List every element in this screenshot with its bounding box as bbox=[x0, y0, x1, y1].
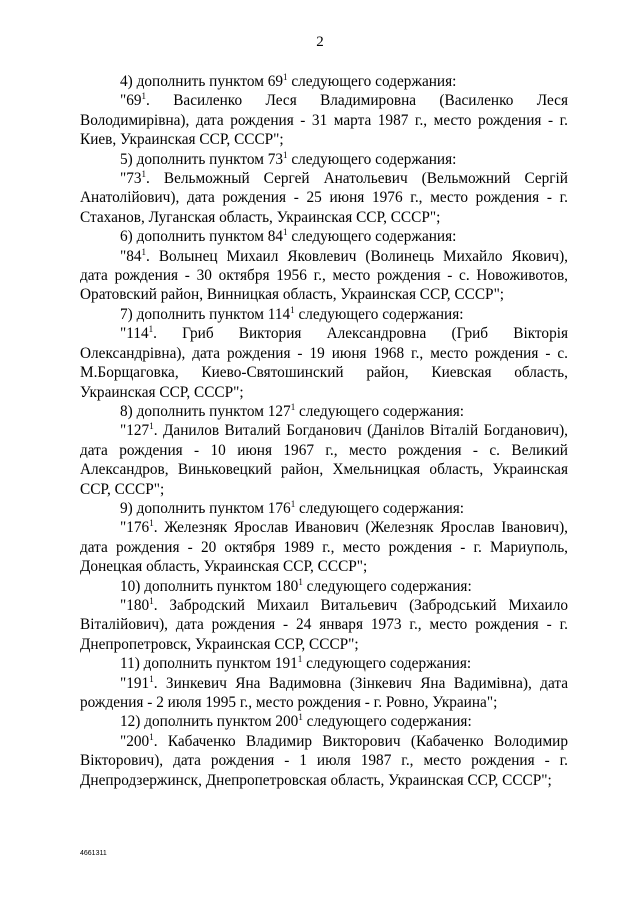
amendment-list bbox=[80, 72, 568, 790]
amendment-entry: "$200^1$. Кабаченко Владимир Викторович (Кабаченко Володимир Вікторович), дата рождения - 1 июля 1987 г., место рождения - г. Днепродзержинск, Днепропетровская область, Украинская ССР, СССР"; bbox=[80, 731, 568, 789]
amendment-entry: "$180^1$. Забродский Михаил Витальевич (Забродський Михаило Віталійович), дата рождения - 24 января 1973 г., место рождения - г. Днепропетровск, Украинская ССР, СССР"; bbox=[80, 595, 568, 653]
amendment-entry: "$114^1$. Гриб Виктория Александровна (Гриб Вікторія Олександрівна), дата рождения - 19 июня 1968 г., место рождения - с. М.Борщаговка, Киево-Святошинский район, Киевская область, Украинская ССР, СССР"; bbox=[80, 324, 568, 401]
amendment-entry: "$176^1$. Железняк Ярослав Иванович (Железняк Ярослав Іванович), дата рождения - 20 октября 1989 г., место рождения - г. Мариуполь, Донецкая область, Украинская ССР, СССР"; bbox=[80, 518, 568, 576]
amendment-instruction: 12) дополнить пунктом $200^1$ следующего содержания: bbox=[120, 712, 472, 731]
document-code: 4661311 bbox=[80, 850, 107, 857]
amendment-instruction: 6) дополнить пунктом $84^1$ следующего содержания: bbox=[120, 227, 457, 246]
amendment-instruction: 5) дополнить пунктом $73^1$ следующего содержания: bbox=[120, 149, 457, 168]
page-number: 2 bbox=[316, 34, 324, 50]
amendment-instruction: 7) дополнить пунктом $114^1$ следующего содержания: bbox=[120, 304, 464, 323]
amendment-entry: "$73^1$. Вельможный Сергей Анатольевич (Вельможний Сергій Анатолійович), дата рождения - 25 июня 1976 г., место рождения - г. Стаханов, Луганская область, Украинская ССР, СССР"; bbox=[80, 169, 568, 226]
amendment-instruction: 8) дополнить пунктом $127^1$ следующего содержания: bbox=[120, 401, 465, 420]
amendment-instruction: 11) дополнить пунктом $191^1$ следующего содержания: bbox=[120, 654, 472, 673]
amendment-entry: "$69^1$. Василенко Леся Владимировна (Василенко Леся Володимирівна), дата рождения - 31 марта 1987 г., место рождения - г. Киев, Украинская ССР, СССР"; bbox=[80, 91, 568, 149]
amendment-instruction: 4) дополнить пунктом $69^1$ следующего содержания: bbox=[120, 72, 457, 90]
document-body bbox=[80, 72, 568, 790]
amendment-entry: "$127^1$. Данилов Виталий Богданович (Данілов Віталій Богданович), дата рождения - 10 июня 1967 г., место рождения - с. Великий Александров, Виньковецкий район, Хмельницкая область, Украинская ССР, СССР"; bbox=[80, 421, 568, 498]
amendment-instruction: 10) дополнить пунктом $180^1$ следующего содержания: bbox=[120, 576, 472, 595]
amendment-entry: "$191^1$. Зинкевич Яна Вадимовна (Зінкевич Яна Вадимівна), дата рождения - 2 июля 1995 г., место рождения - г. Ровно, Украина"; bbox=[80, 673, 568, 711]
amendment-instruction: 9) дополнить пунктом $176^1$ следующего содержания: bbox=[120, 498, 465, 517]
amendment-entry: "$84^1$. Волынец Михаил Яковлевич (Волинець Михайло Якович), дата рождения - 30 октября 1956 г., место рождения - с. Новоживотов, Оратовский район, Винницкая область, Украинская ССР, СССР"; bbox=[80, 246, 568, 304]
